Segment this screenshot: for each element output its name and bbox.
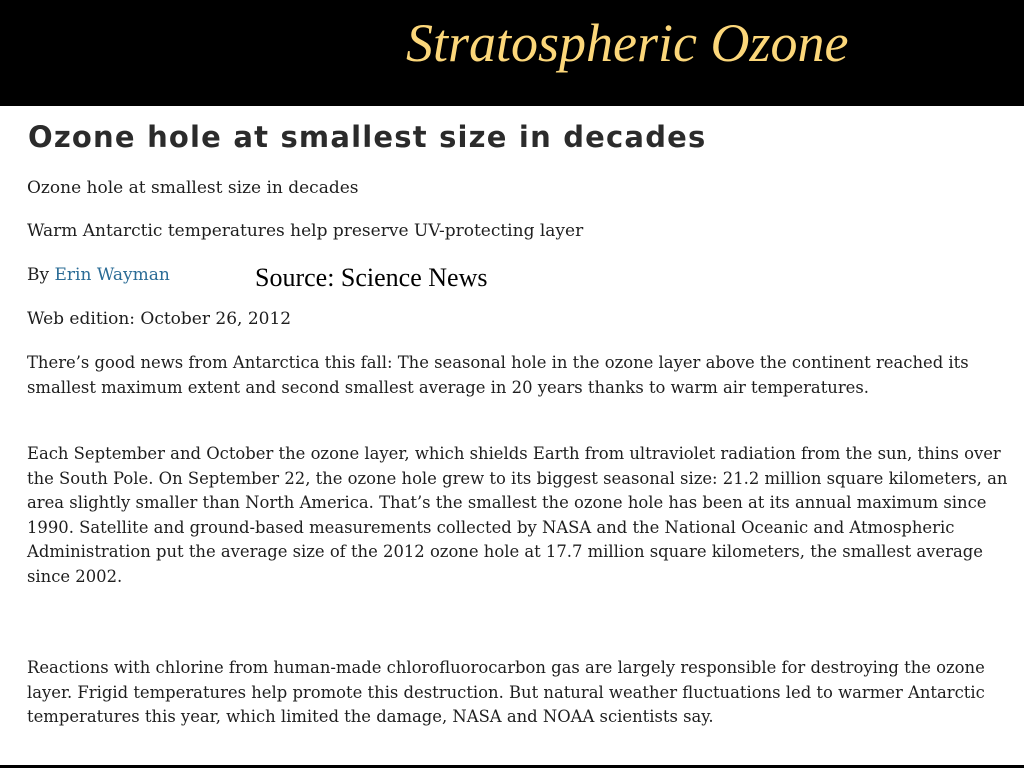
- article-deck-title: Ozone hole at smallest size in decades: [27, 178, 359, 198]
- author-link[interactable]: Erin Wayman: [54, 265, 170, 285]
- article-deck-subtitle: Warm Antarctic temperatures help preserve UV-protecting layer: [27, 221, 584, 241]
- byline-prefix: By: [27, 265, 50, 285]
- article-paragraph: Each September and October the ozone layer, which shields Earth from ultraviolet radiation from the sun, thins over the South Pole. On September 22, the ozone hole grew to its biggest seasonal size: 21.2 million square kilometers, an area slightly smaller than North America. That’s the smallest the ozone hole has been at its annual maximum since 1990. Satellite and ground-based measurements collected by NASA and the National Oceanic and Atmospheric Administration put the average size of the 2012 ozone hole at 17.7 million square kilometers, the smallest average since 2002.: [27, 444, 1008, 586]
- article-paragraph: Reactions with chlorine from human-made chlorofluorocarbon gas are largely responsible for destroying the ozone layer. Frigid temperatures help promote this destruction. But natural weather fluctuations led to warmer Antarctic temperatures this year, which limited the damage, NASA and NOAA scientists say.: [27, 658, 985, 726]
- article-headline: Ozone hole at smallest size in decades: [28, 120, 707, 154]
- source-note: Source: Science News: [255, 263, 488, 292]
- article-dateline: Web edition: October 26, 2012: [27, 309, 292, 329]
- slide-title: Stratospheric Ozone: [406, 13, 849, 73]
- article-clipping: [0, 106, 1024, 766]
- article-paragraph: There’s good news from Antarctica this fall: The seasonal hole in the ozone layer above the continent reached its smallest maximum extent and second smallest average in 20 years thanks to warm air temperatures.: [27, 353, 969, 397]
- title-bar: [0, 0, 1024, 106]
- article-byline: [27, 265, 170, 285]
